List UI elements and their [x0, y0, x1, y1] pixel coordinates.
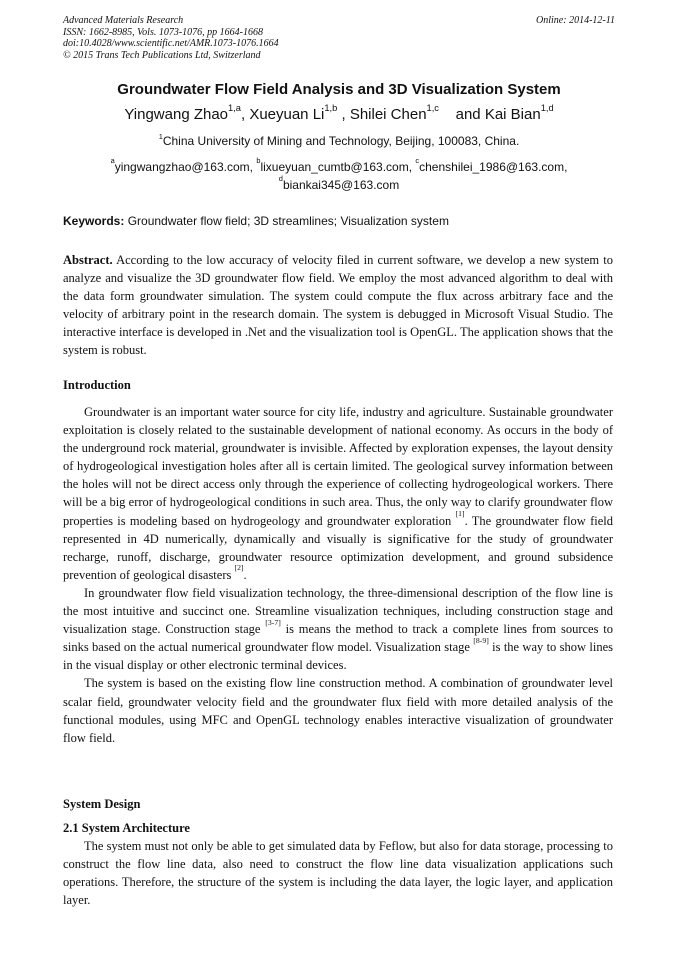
subsection-heading-architecture: 2.1 System Architecture: [63, 821, 190, 835]
paragraph: The system is based on the existing flow line construction method. A combination of groundwater level scalar field, groundwater velocity field and the groundwater flux field with more detailed analysis of the functional modules, using MFC and OpenGL technology enables interactive visualization of groundwater flow field.: [63, 676, 613, 745]
email-line: [0, 173, 678, 194]
keywords-text: Groundwater flow field; 3D streamlines; Visualization system: [124, 214, 449, 228]
doi-line: doi:10.4028/www.scientific.net/AMR.1073-1076.1664: [63, 38, 279, 49]
affiliation-mark: 1: [158, 131, 163, 141]
system-design-body: [63, 837, 613, 909]
abstract-text: According to the low accuracy of velocity filed in current software, we develop a new system to analyze and visualize the 3D groundwater flow field. We employ the most advanced algorithm to deal with the data form groundwater simulation. The system could compute the flux across arbitrary face and the velocity of arbitrary point in the research domain. The system is debugged in Microsoft Visual Studio. The interactive interface is developed in .Net and the visualization tool is OpenGL. The application shows that the system is robust.: [63, 253, 613, 358]
email-mark: c: [415, 155, 420, 165]
author-name: Xueyuan Li: [249, 106, 325, 123]
abstract-label: Abstract.: [63, 253, 113, 267]
author-list: [0, 103, 678, 123]
author-separator: and: [455, 106, 481, 123]
email-address: biankai345@163.com: [282, 178, 400, 192]
paragraph-text: Groundwater is an important water source for city life, industry and agriculture. Sustainable groundwater exploitation is closely related to the sustainable development of national economy. As occurs in the body of the underground rock material, groundwater is invisible. Affected by exploration expenses, the layout density of hydrogeological investigation holes after all is certain limited. The geological survey information between the holes will not be direct access only through the experience of collecting hydrogeological workers. There will be a big error of hydrogeological conditions in such area. Thus, the only way to clarify groundwater flow properties is modeling based on hydrogeology and groundwater exploration: [63, 405, 613, 528]
paragraph-text: .: [243, 567, 247, 582]
section-heading-system-design: System Design: [63, 797, 141, 811]
issn-line: ISSN: 1662-8985, Vols. 1073-1076, pp 1664-1668: [63, 26, 263, 38]
paragraph: [63, 584, 613, 674]
citation-link[interactable]: [1]: [455, 509, 465, 519]
introduction-body: [63, 403, 613, 747]
email-line: [0, 155, 678, 176]
keywords-label: Keywords:: [63, 214, 125, 228]
citation-link[interactable]: [3-7]: [265, 617, 281, 627]
paragraph: [63, 403, 613, 584]
affiliation-text: China University of Mining and Technology, Beijing, 100083, China.: [162, 134, 520, 148]
author-name: Yingwang Zhao: [124, 106, 229, 123]
email-address: lixueyuan_cumtb@163.com,: [260, 160, 416, 174]
paragraph-text: is the way to show lines in the visual display or other electronic terminal devices.: [63, 640, 613, 673]
citation-link[interactable]: [8-9]: [473, 635, 489, 645]
author-separator: ,: [337, 106, 350, 123]
author-emails: [0, 155, 678, 194]
journal-metadata: [63, 15, 615, 61]
author-separator: ,: [240, 106, 250, 123]
section-heading-introduction: Introduction: [63, 378, 131, 392]
email-mark: b: [256, 155, 261, 165]
email-address: yingwangzhao@163.com,: [114, 160, 257, 174]
paper-title: Groundwater Flow Field Analysis and 3D Visualization System: [117, 81, 561, 98]
author-affil-mark: 1,a: [228, 103, 241, 114]
author-affil-mark: 1,c: [426, 103, 439, 114]
author-name: Kai Bian: [484, 106, 541, 123]
keywords: [63, 214, 615, 228]
author-name: Shilei Chen: [349, 106, 427, 123]
paragraph-text: is means the method to track a complete lines from sources to sinks based on the actual numerical groundwater flow model. Visualization stage: [63, 622, 613, 655]
paragraph: The system must not only be able to get simulated data by Feflow, but also for data storage, processing to construct the flow line data, also need to construct the flow line data visualization applications such operations. Therefore, the structure of the system is including the data layer, the logic layer, and application layer.: [63, 839, 613, 908]
abstract: [63, 251, 613, 360]
author-affil-mark: 1,d: [540, 103, 554, 114]
journal-name: Advanced Materials Research: [63, 15, 184, 26]
author-affil-mark: 1,b: [324, 103, 338, 114]
paragraph-text: In groundwater flow field visualization technology, the three-dimensional description of the flow line is the most intuitive and succinct one. Streamline visualization techniques, including construction stage and visualization stage. Construction stage: [63, 585, 613, 637]
affiliation: [0, 131, 678, 148]
citation-link[interactable]: [2]: [234, 563, 244, 573]
email-mark: d: [278, 173, 283, 183]
paragraph-text: . The groundwater flow field represented in 4D numerically, dynamically and visually is significative for the study of groundwater recharge, runoff, discharge, groundwater resource optimization development, and ground subsidence prevention of geological disasters: [63, 513, 614, 582]
email-address: chenshilei_1986@163.com,: [419, 160, 568, 174]
online-date: Online: 2014-12-11: [536, 15, 615, 26]
email-mark: a: [110, 155, 115, 165]
copyright-line: © 2015 Trans Tech Publications Ltd, Switzerland: [63, 49, 261, 61]
